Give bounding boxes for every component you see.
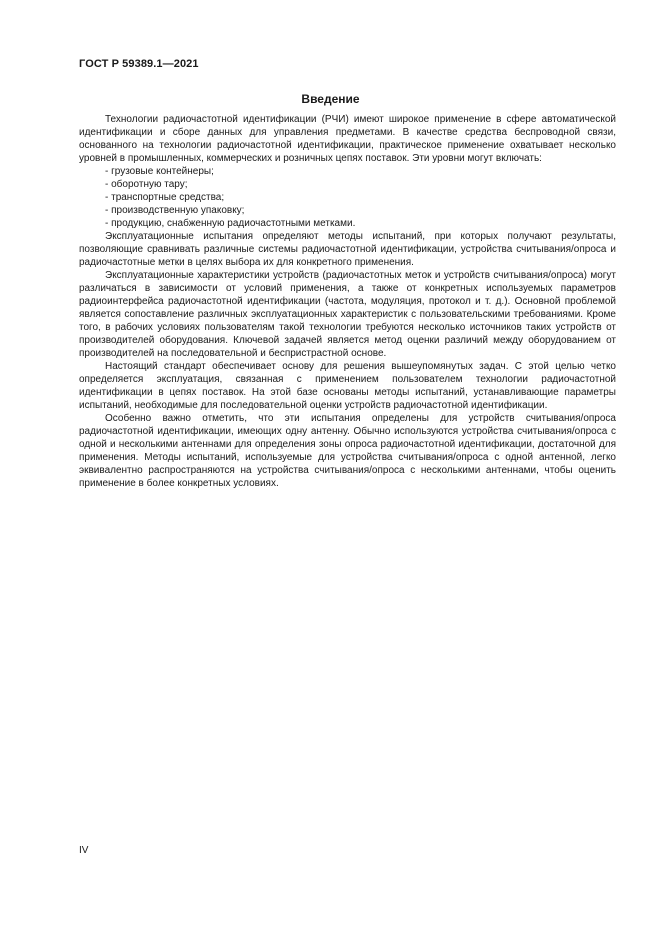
paragraph-3: Эксплуатационные характеристики устройств (радиочастотных меток и устройств считывания/опроса) могут различаться в зависимости от условий применения, а также от конкретных используемых параметров радиоинтерфейса радиочастотной идентификации (частота, модуляция, протокол и т. д.). Основной проблемой является сопоставление различных эксплуатационных характеристик с пользовательскими требованиями. Кроме того, в рабочих условиях пользователям такой технологии требуются несколько источников таких устройств от производителей оборудования. Ключевой задачей является метод оценки различий между оборудованием от производителей на последовательной и беспристрастной основе. xyxy=(79,270,616,359)
list-item: - оборотную тару; xyxy=(105,179,188,190)
paragraph-1: Технологии радиочастотной идентификации (РЧИ) имеют широкое применение в сфере автоматической идентификации и сборе данных для управления предметами. В качестве средства беспроводной связи, основанного на технологии радиочастотной идентификации, практическое применение охватывает несколько уровней в промышленных, коммерческих и розничных цепях поставок. Эти уровни могут включать: xyxy=(79,114,616,164)
levels-list xyxy=(79,165,616,230)
list-item: - производственную упаковку; xyxy=(105,205,245,216)
body-text xyxy=(79,113,616,490)
list-item: - грузовые контейнеры; xyxy=(105,166,214,177)
paragraph-5: Особенно важно отметить, что эти испытания определены для устройств считывания/опроса радиочастотной идентификации, имеющих одну антенну. Обычно используются устройства считывания/опроса с одной и несколькими антеннами для определения зоны опроса радиочастотной идентификации, достаточной для применения. Методы испытаний, используемые для устройства считывания/опроса с одной антенной, легко эквивалентно распространяются на устройства считывания/опроса с несколькими антеннами, чтобы оценить применение в более конкретных условиях. xyxy=(79,413,616,489)
page-number: IV xyxy=(79,845,89,856)
paragraph-2: Эксплуатационные испытания определяют методы испытаний, при которых получают результаты, позволяющие сравнивать различные системы радиочастотной идентификации, устройства считывания/опроса и радиочастотные метки в целях выбора их для конкретного применения. xyxy=(79,231,616,268)
list-item: - транспортные средства; xyxy=(105,192,225,203)
standard-id: ГОСТ Р 59389.1—2021 xyxy=(79,58,199,70)
section-title: Введение xyxy=(301,92,360,106)
list-item: - продукцию, снабженную радиочастотными метками. xyxy=(105,218,356,229)
paragraph-4: Настоящий стандарт обеспечивает основу для решения вышеупомянутых задач. С этой целью четко определяется эксплуатация, связанная с применением пользователем технологии радиочастотной идентификации в цепях поставок. На этой базе основаны методы испытаний, устанавливающие параметры испытаний, необходимые для последовательной оценки устройств радиочастотной идентификации. xyxy=(79,361,616,411)
